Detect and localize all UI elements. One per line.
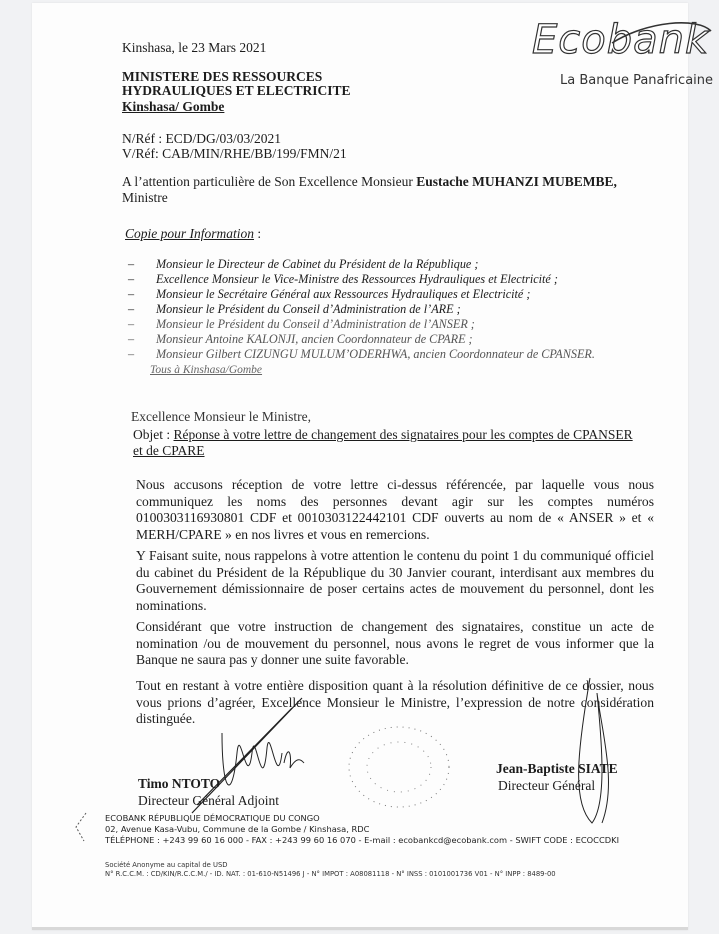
page-bottom-edge [32,927,688,930]
phone-label: TÉLÉPHONE : [105,835,163,845]
footer-company: ECOBANK RÉPUBLIQUE DÉMOCRATIQUE DU CONGO [105,813,320,823]
body-paragraph: Considérant que votre instruction de changement des signataires, constitue un acte de nomination /ou de mouvement du personnel, nous avons le regret de vous informer que la Banque ne saura pas y donner une suite favorable. [136,619,654,667]
copies-label: Copie pour Information [125,226,255,241]
footer-legal-line-1: Société Anonyme au capital de USD [105,861,228,869]
logo-swoosh-icon [607,17,719,47]
swift-label: - SWIFT CODE : [507,835,576,845]
copy-recipient: – Monsieur Gilbert CIZUNGU MULUM’ODERHWA, ancien Coordonnateur de CPANSER. [128,347,688,362]
recipient-line-1: MINISTERE DES RESSOURCES [122,69,323,84]
body-paragraph: Tout en restant à votre entière disposition quant à la résolution définitive de ce dossier, nous vous prions d’agréer, Excellence Monsieur le Ministre, l’expression de notre considération distinguée. [136,678,654,726]
attention-line [122,174,617,190]
email-label: - E-mail : [355,835,399,845]
copy-recipient: – Monsieur le Secrétaire Général aux Ressources Hydrauliques et Electricité ; [128,287,688,302]
inss-number: - N° INSS : 0101001736 V01 [389,870,488,878]
signature-director-icon [572,673,622,833]
signatory-title-deputy: Directeur Général Adjoint [138,793,279,808]
signatory-title-director: Directeur Général [498,778,596,793]
subject-text: Réponse à votre lettre de changement des signataires pour les comptes de CPANSER [173,427,633,442]
footer-legal-line-2 [105,870,556,879]
fax-number: +243 99 60 16 070 [275,835,356,845]
attention-prefix: A l’attention particulière de Son Excellence Monsieur [122,174,417,189]
body-paragraph: Nous accusons réception de votre lettre ci-dessus référencée, par laquelle vous nous communiquez les noms des personnes devant agir sur les comptes numéros 0100303116930801 CDF et 0010303122442101 CDF ouverts au nom de « ANSER » et « MERH/CPARE » en nos livres et vous en remercions. [136,477,654,542]
footer-address: 02, Avenue Kasa-Vubu, Commune de la Gombe / Kinshasa, RDC [105,824,370,834]
copies-location: Tous à Kinshasa/Gombe [150,364,263,376]
copy-recipient: – Monsieur le Président du Conseil d’Administration de l’ANSER ; [128,317,688,332]
official-stamp-icon [342,721,457,813]
copies-heading [125,226,261,242]
id-nat: - ID. NAT. : 01-610-N51496 J [207,870,305,878]
recipient-location: Kinshasa/ Gombe [122,99,225,114]
inpp-number: - N° INPP : 8489-00 [487,870,556,878]
swift-code: ECOCCDKI [575,835,620,845]
signatory-name-director: Jean-Baptiste SIATE [496,761,618,776]
copies-suffix: : [254,226,262,241]
salutation: Excellence Monsieur le Ministre, [131,409,311,424]
copies-list [128,257,688,362]
signatory-name-deputy: Timo NTOTO [138,776,221,791]
recipient-line-2: HYDRAULIQUES ET ELECTRICITE [122,83,351,98]
addressee-title: Ministre [122,190,168,205]
subject-label: Objet : [133,427,174,442]
letter-page [32,3,714,930]
your-reference: V/Réf: CAB/MIN/RHE/BB/199/FMN/21 [122,146,347,161]
footer-mark-icon [72,811,92,843]
copy-recipient: – Monsieur le Directeur de Cabinet du Président de la République ; [128,257,688,272]
email-address[interactable]: ecobankcd@ecobank.com [398,835,508,845]
body-paragraph: Y Faisant suite, nous rappelons à votre attention le contenu du point 1 du communiqué officiel du cabinet du Président de la République du 30 Janvier courant, interdisant aux membres du Gouvernement démissionnaire de poser certains actes de mouvement du personnel, dont les nominations. [136,548,654,613]
ecobank-logo: Ecobank [532,17,710,63]
impot-number: - N° IMPOT : A08081118 [304,870,390,878]
rccm-number: N° R.C.C.M. : CD/KIN/R.C.C.M./ [105,870,208,878]
subject-line-2: et de CPARE [133,443,205,458]
addressee-name: Eustache MUHANZI MUBEMBE, [416,174,617,189]
subject-line-1 [133,427,633,443]
copy-recipient: – Monsieur Antoine KALONJI, ancien Coordonnateur de CPARE ; [128,332,688,347]
brand-tagline: La Banque Panafricaine [560,73,714,88]
place-date: Kinshasa, le 23 Mars 2021 [122,40,267,55]
copy-recipient: – Excellence Monsieur le Vice-Ministre des Ressources Hydrauliques et Electricité ; [128,272,688,287]
copy-recipient: – Monsieur le Président du Conseil d’Administration de l’ARE ; [128,302,688,317]
fax-label: - FAX : [243,835,276,845]
footer-contacts [105,835,619,846]
phone-number: +243 99 60 16 000 [162,835,244,845]
our-reference: N/Réf : ECD/DG/03/03/2021 [122,131,281,146]
